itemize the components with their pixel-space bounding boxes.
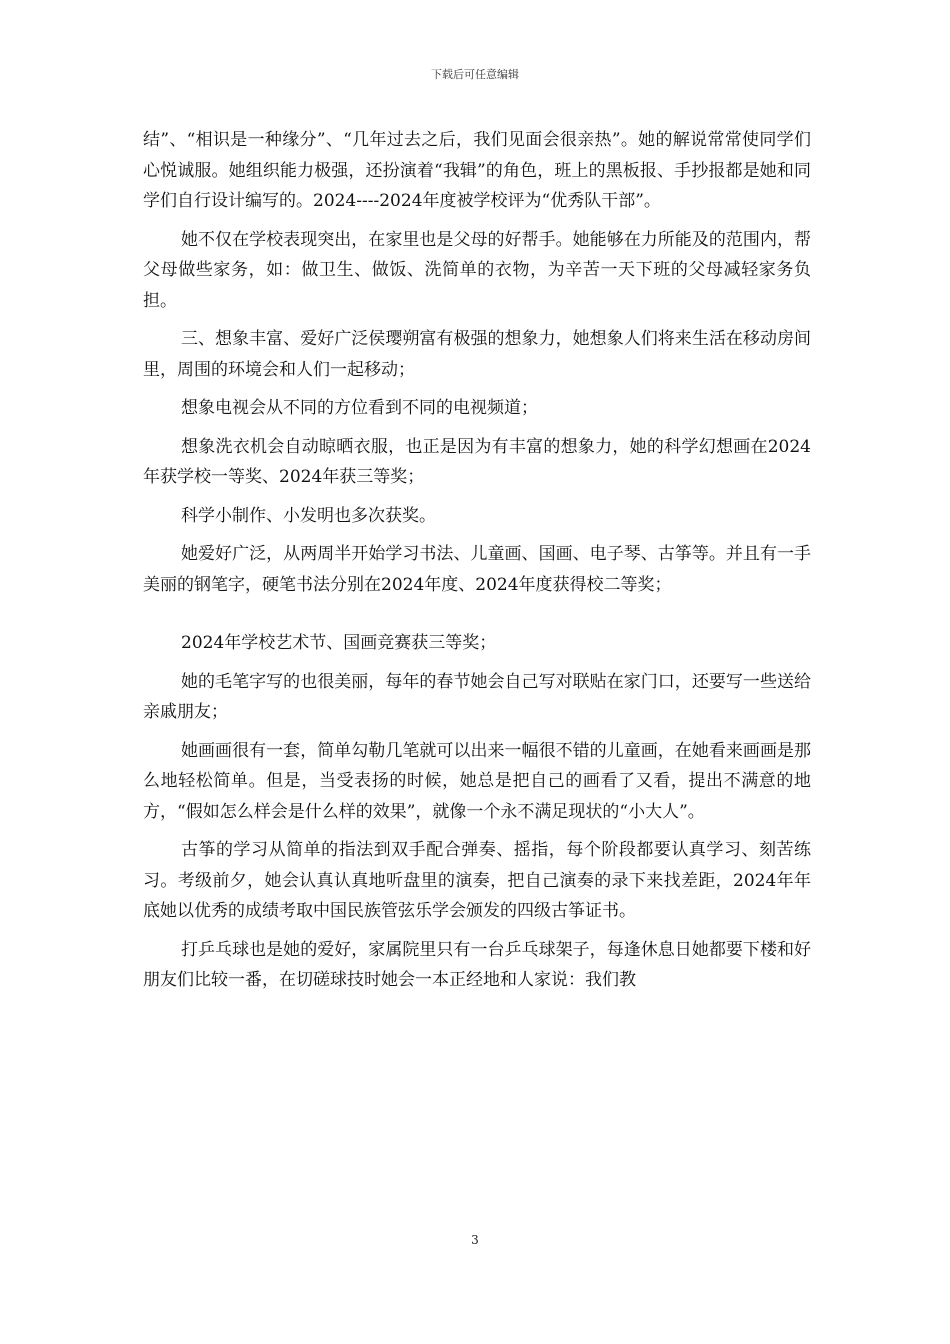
paragraph-tv: 想象电视会从不同的方位看到不同的电视频道； <box>181 398 538 418</box>
paragraph-hobbies: 她爱好广泛，从两周半开始学习书法、儿童画、国画、电子琴、古筝等。并且有一手美丽的钢笔字，硬笔书法分别在2024年度、2024年度获得校二等奖； <box>143 544 811 595</box>
paragraph-science-invention: 科学小制作、小发明也多次获奖。 <box>181 505 436 526</box>
paragraph-ping-pong: 打乒乓球也是她的爱好，家属院里只有一台乒乓球架子，每逢休息日她都要下楼和好朋友们比较一番，在切磋球技时她会一本正经地和人家说：我们教 <box>143 939 811 990</box>
page-number: 3 <box>471 1233 479 1247</box>
paragraph-calligraphy: 她的毛笔字写的也很美丽，每年的春节她会自己写对联贴在家门口，还要写一些送给亲戚朋友； <box>143 671 811 722</box>
paragraph-continued: 结”、“相识是一种缘分”、“几年过去之后，我们见面会很亲热”。她的解说常常使同学们心悦诚服。她组织能力极强，还扮演着“我辑”的角色，班上的黑板报、手抄报都是她和同学们自行设计编写的。2024----2024年度被学校评为“优秀队干部”。 <box>143 130 811 211</box>
paragraph-drawing: 她画画很有一套，简单勾勒几笔就可以出来一幅很不错的儿童画，在她看来画画是那么地轻松简单。但是，当受表扬的时候，她总是把自己的画看了又看，提出不满意的地方，“假如怎么样会是什么样的效果”，就像一个永不满足现状的“小大人”。 <box>143 740 811 822</box>
paragraph-guzheng: 古筝的学习从简单的指法到双手配合弹奏、摇指，每个阶段都要认真学习、刻苦练习。考级前夕，她会认真认真地听盘里的演奏，把自己演奏的录下来找差距，2024年年底她以优秀的成绩考取中国民族管弦乐学会颁发的四级古筝证书。 <box>143 840 811 921</box>
paragraph-art-festival: 2024年学校艺术节、国画竞赛获三等奖； <box>181 633 497 653</box>
paragraph-imagination-heading: 三、想象丰富、爱好广泛侯璎朔富有极强的想象力，她想象人们将来生活在移动房间里，周围的环境会和人们一起移动； <box>143 329 811 380</box>
paragraph-housework: 她不仅在学校表现突出，在家里也是父母的好帮手。她能够在力所能及的范围内，帮父母做些家务，如：做卫生、做饭、洗简单的衣物，为辛苦一天下班的父母减轻家务负担。 <box>143 229 811 311</box>
page-header: 下载后可任意编辑 <box>431 68 519 81</box>
paragraph-washing-machine: 想象洗衣机会自动晾晒衣服，也正是因为有丰富的想象力，她的科学幻想画在2024年获学校一等奖、2024年获三等奖； <box>143 436 811 487</box>
document-body <box>143 125 811 996</box>
